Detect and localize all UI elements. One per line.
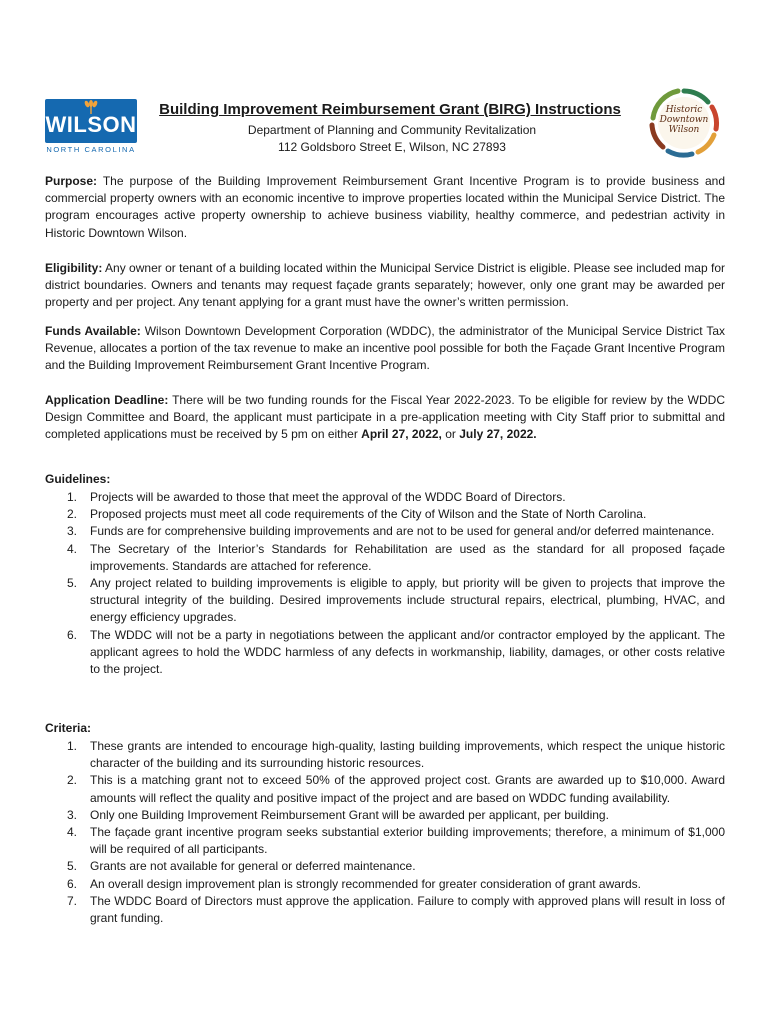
list-item: 4. The Secretary of the Interior’s Standards for Rehabilitation are used as the standard for all proposed façade improvements. Standards are attached for reference. [67,541,725,573]
wilson-logo-box [45,99,137,143]
list-item: 6. The WDDC will not be a party in negotiations between the applicant and/or contractor employed by the applicant. The applicant agrees to hold the WDDC harmless of any defects in workmanship, liability, damages, or other costs relative to the project. [67,627,725,677]
list-item: 3. Only one Building Improvement Reimbursement Grant will be awarded per applicant, per building. [67,807,609,822]
historic-logo-text: Historic Downtown Wilson [659,105,709,135]
list-item: 5. Any project related to building improvements is eligible to apply, but priority will be given to projects that improve the structural integrity of the building. Desired improvements include structural repairs, electrical, plumbing, HVAC, and energy efficiency upgrades. [67,576,725,625]
historic-downtown-logo [646,85,722,161]
list-item: 1. Projects will be awarded to those that meet the approval of the WDDC Board of Directors. [67,490,566,504]
deadline-date-1: April 27, 2022, [361,427,442,442]
deadline-paragraph: Application Deadline: There will be two funding rounds for the Fiscal Year 2022-2023. To be eligible for review by the WDDC Design Committee and Board, the applicant must participate in a pre-application meeting with City Staff prior to submittal and completed applications must be received by 5 pm on either April 27, 2022, or July 27, 2022. [45,393,725,442]
wilson-wordmark: WILSON [45,112,137,137]
criteria-title: Criteria: [45,721,92,735]
funds-label: Funds Available: [45,324,141,338]
deadline-date-2: July 27, 2022. [459,427,537,442]
list-item: 2. Proposed projects must meet all code requirements of the City of Wilson and the State of North Carolina. [67,507,647,522]
document-title: Building Improvement Reimbursement Grant (BIRG) Instructions [159,101,621,118]
department-name: Department of Planning and Community Revitalization [247,123,537,137]
guidelines-list [45,489,725,678]
list-item: 6. An overall design improvement plan is strongly recommended for greater consideration of grant awards. [67,876,641,891]
list-item: 5. Grants are not available for general or deferred maintenance. [67,859,416,874]
list-item: 2. This is a matching grant not to exceed 50% of the approved project cost. Grants are awarded up to $10,000. Award amounts will reflect the quality and positive impact of the project and are based on WDDC funding availability. [67,773,725,805]
list-item: 7. The WDDC Board of Directors must approve the application. Failure to comply with approved plans will result in loss of grant funding. [67,893,725,926]
criteria-list [45,738,725,927]
department-address: 112 Goldsboro Street E, Wilson, NC 27893 [278,140,506,154]
funds-paragraph: Funds Available: Wilson Downtown Development Corporation (WDDC), the administrator of the Municipal Service District Tax Revenue, allocates a portion of the tax revenue to make an incentive pool possible for both the Façade Grant Incentive Program and the Building Improvement Reimbursement Grant Incentive Program. [45,324,725,373]
eligibility-paragraph: Eligibility: Any owner or tenant of a building located within the Municipal Service District is eligible. Please see included map for district boundaries. Owners and tenants may request façade grants separately; however, only one grant may be awarded per property and per project. Any tenant applying for a grant must have the owner’s written permission. [45,261,725,310]
guidelines-title: Guidelines: [45,472,111,486]
eligibility-label: Eligibility: [45,261,103,275]
wilson-state-label: NORTH CAROLINA [46,145,136,154]
list-item: 3. Funds are for comprehensive building improvements and are not to be used for general and/or deferred maintenance. [67,524,715,539]
list-item: 4. The façade grant incentive program seeks substantial exterior building improvements; therefore, a minimum of $1,000 will be required of all participants. [67,825,725,857]
purpose-paragraph: Purpose: The purpose of the Building Improvement Reimbursement Grant Incentive Program is to provide business and commercial property owners with an economic incentive to improve properties located within the Municipal Service District. The program encourages active property ownership to achieve business viability, healthy commerce, and pedestrian activity in Historic Downtown Wilson. [45,174,725,240]
list-item: 1. These grants are intended to encourage high-quality, lasting building improvements, which respect the unique historic character of the building and its surrounding historic resources. [67,739,725,771]
deadline-label: Application Deadline: [45,393,169,407]
purpose-label: Purpose: [45,174,98,188]
wilson-logo [45,99,137,154]
